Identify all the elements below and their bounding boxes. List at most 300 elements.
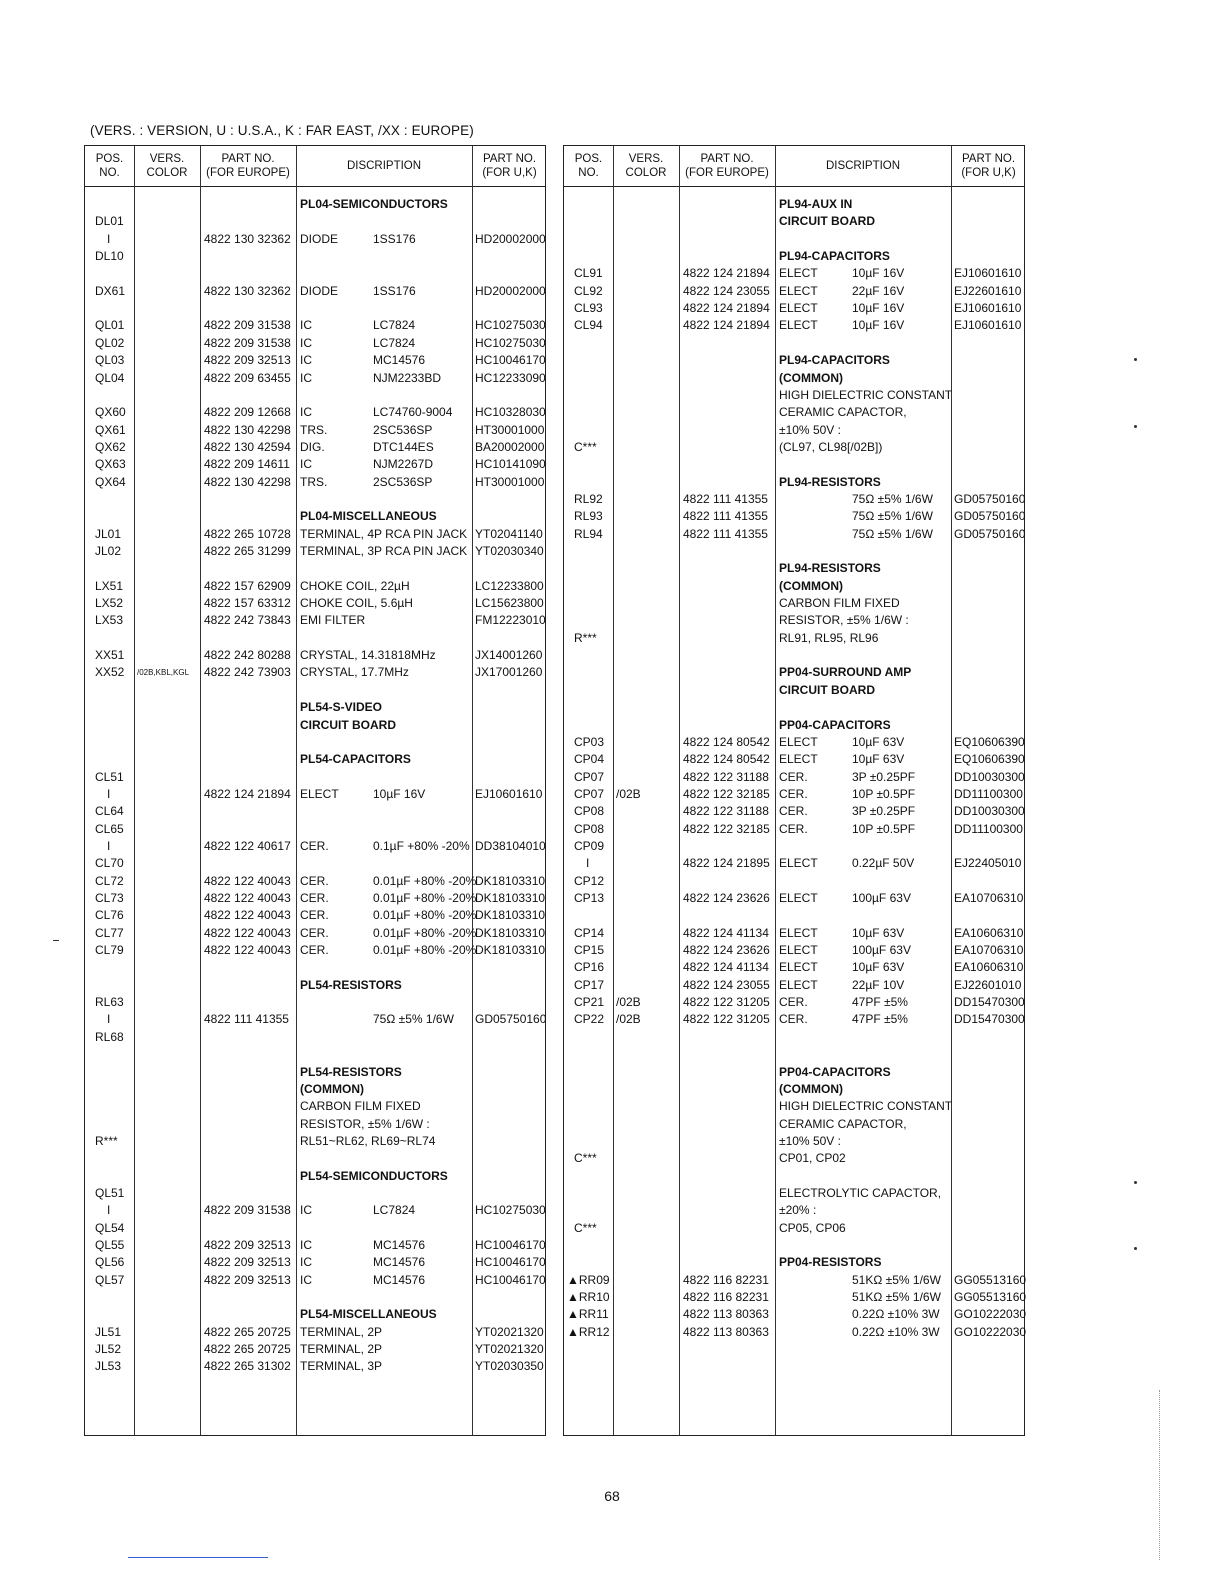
column-divider bbox=[775, 146, 776, 1435]
description: ELECT bbox=[779, 891, 818, 905]
description: ELECTROLYTIC CAPACTOR, bbox=[779, 1185, 942, 1200]
part-no-europe: 4822 209 32513 bbox=[204, 1272, 291, 1287]
part-no-europe: 4822 122 31188 bbox=[683, 769, 769, 784]
description: CER. bbox=[779, 769, 808, 784]
spec-value: 10µF 63V bbox=[852, 752, 905, 767]
pos-no: ▲RR11 bbox=[567, 1307, 609, 1322]
part-no-europe: 4822 122 40043 bbox=[204, 925, 291, 940]
spec-value: 100µF 63V bbox=[852, 943, 911, 958]
part-no-uk: HC10141090 bbox=[475, 457, 546, 472]
pos-no: RL68 bbox=[95, 1029, 124, 1044]
spec-value: 3P ±0.25PF bbox=[852, 769, 916, 784]
pos-no: CL91 bbox=[574, 266, 603, 281]
part-no-europe: 4822 124 23055 bbox=[683, 977, 770, 992]
spec-value: 0.01µF +80% -20% bbox=[373, 908, 477, 923]
part-no-uk: DK18103310 bbox=[475, 908, 546, 923]
parts-table-left bbox=[84, 145, 546, 1436]
pos-no: QX64 bbox=[95, 474, 126, 489]
spec-value: 10µF 16V bbox=[852, 301, 905, 316]
description: CER. bbox=[300, 891, 329, 905]
part-no-europe: 4822 130 42594 bbox=[204, 439, 291, 454]
header-vers-line: VERS. bbox=[149, 153, 185, 165]
header-desc-line: DISCRIPTION bbox=[346, 160, 422, 172]
description: ELECT bbox=[300, 786, 339, 801]
spec-value: NJM2267D bbox=[373, 457, 434, 472]
part-no-europe: 4822 157 62909 bbox=[204, 578, 291, 593]
description: CER. bbox=[300, 873, 329, 888]
part-no-uk: YT02030340 bbox=[475, 544, 544, 558]
spec-value: 22µF 16V bbox=[852, 283, 905, 298]
description: IC bbox=[300, 318, 312, 333]
description: CARBON FILM FIXED bbox=[779, 596, 900, 611]
section-heading: PL94-CAPACITORS bbox=[779, 249, 890, 264]
part-no-europe: 4822 122 32185 bbox=[683, 786, 770, 801]
spec-value: 47PF ±5% bbox=[852, 1012, 908, 1027]
pos-no: JL53 bbox=[95, 1359, 122, 1374]
part-no-europe: 4822 265 10728 bbox=[204, 526, 291, 541]
part-no-uk: DD11100300 bbox=[954, 821, 1023, 836]
part-no-uk: BA20002000 bbox=[475, 439, 545, 454]
part-no-uk: DK18103310 bbox=[475, 891, 546, 905]
part-no-europe: 4822 124 80542 bbox=[683, 752, 770, 767]
description: ELECT bbox=[779, 856, 818, 871]
section-heading: PL54-RESISTORS bbox=[300, 1064, 402, 1079]
header-vers bbox=[613, 146, 679, 186]
pos-no: CP07 bbox=[574, 769, 605, 784]
part-no-europe: 4822 209 63455 bbox=[204, 370, 291, 385]
section-heading: PL54-MISCELLANEOUS bbox=[300, 1307, 437, 1322]
spec-value: 10µF 63V bbox=[852, 925, 905, 940]
pos-no: CP08 bbox=[574, 821, 605, 836]
header-pos bbox=[85, 146, 134, 186]
part-no-europe: 4822 124 21894 bbox=[683, 318, 770, 333]
part-no-europe: 4822 124 21894 bbox=[204, 786, 291, 801]
part-no-europe: 4822 122 40043 bbox=[204, 873, 291, 888]
spec-value: 51KΩ ±5% 1/6W bbox=[852, 1290, 941, 1305]
pos-no: CP15 bbox=[574, 943, 605, 958]
pos-no: QL01 bbox=[95, 318, 125, 333]
header-partuk-line: PART NO. bbox=[961, 153, 1016, 165]
section-heading: PL54-SEMICONDUCTORS bbox=[300, 1168, 448, 1183]
description: CER. bbox=[779, 804, 808, 819]
description: DIG. bbox=[300, 439, 325, 454]
header-partuk-line: (FOR U,K) bbox=[961, 167, 1016, 179]
part-no-uk: FM12223010 bbox=[475, 613, 546, 628]
part-no-uk: HC10046170 bbox=[475, 353, 546, 368]
section-heading: PP04-CAPACITORS bbox=[779, 1064, 891, 1079]
section-heading: PL94-RESISTORS bbox=[779, 561, 881, 576]
part-no-uk: YT02041140 bbox=[475, 526, 543, 541]
description: IC bbox=[300, 405, 312, 420]
column-divider bbox=[951, 146, 952, 1435]
pos-no: CP14 bbox=[574, 925, 605, 940]
part-no-uk: HC10046170 bbox=[475, 1272, 546, 1287]
description: RESISTOR, ±5% 1/6W : bbox=[300, 1116, 430, 1131]
description: TERMINAL, 4P RCA PIN JACK bbox=[300, 526, 468, 541]
part-no-uk: DK18103310 bbox=[475, 925, 546, 940]
spec-value: LC74760-9004 bbox=[373, 405, 453, 420]
description: IC bbox=[300, 353, 312, 368]
table-header bbox=[564, 146, 1024, 187]
pos-no: CP07 bbox=[574, 786, 605, 801]
part-no-uk: GG05513160 bbox=[954, 1272, 1027, 1287]
pos-no: CL72 bbox=[95, 873, 124, 888]
part-no-europe: 4822 265 20725 bbox=[204, 1342, 291, 1357]
part-no-europe: 4822 122 31205 bbox=[683, 995, 770, 1010]
pos-no: QL04 bbox=[95, 370, 125, 385]
pos-no: C*** bbox=[574, 1220, 597, 1235]
section-heading: PL54-RESISTORS bbox=[300, 977, 402, 992]
spec-value: 2SC536SP bbox=[373, 422, 433, 437]
description: CARBON FILM FIXED bbox=[300, 1099, 421, 1114]
spec-value: 75Ω ±5% 1/6W bbox=[852, 509, 933, 524]
spec-value: 100µF 63V bbox=[852, 891, 911, 905]
part-no-europe: 4822 209 31538 bbox=[204, 335, 291, 350]
part-no-europe: 4822 242 80288 bbox=[204, 648, 291, 663]
scan-dot bbox=[1134, 1247, 1137, 1250]
pos-no: QL54 bbox=[95, 1220, 125, 1235]
part-no-uk: GD05750160 bbox=[954, 491, 1026, 506]
section-heading: PL04-MISCELLANEOUS bbox=[300, 509, 437, 524]
description: CHOKE COIL, 5.6µH bbox=[300, 596, 413, 611]
pos-no: JL02 bbox=[95, 544, 122, 558]
pos-no: RL94 bbox=[574, 526, 603, 541]
part-no-europe: 4822 124 23626 bbox=[683, 943, 770, 958]
scan-margin-line bbox=[1159, 1390, 1160, 1560]
description: ±10% 50V : bbox=[779, 422, 841, 437]
description: CER. bbox=[300, 908, 329, 923]
part-no-uk: DD10030300 bbox=[954, 804, 1025, 819]
pos-no: CL65 bbox=[95, 821, 124, 836]
part-no-uk: YT02021320 bbox=[475, 1342, 544, 1357]
pos-no: I bbox=[107, 1012, 111, 1027]
part-no-europe: 4822 124 23055 bbox=[683, 283, 770, 298]
pos-no: QX62 bbox=[95, 439, 126, 454]
part-no-europe: 4822 209 32513 bbox=[204, 353, 291, 368]
description: CRYSTAL, 14.31818MHz bbox=[300, 648, 436, 663]
description: TRS. bbox=[300, 422, 328, 437]
description: CRYSTAL, 17.7MHz bbox=[300, 665, 409, 680]
part-no-uk: EJ22405010 bbox=[954, 856, 1022, 871]
description: CER. bbox=[300, 838, 329, 853]
pos-no: LX52 bbox=[95, 596, 124, 611]
header-pos-line: NO. bbox=[99, 167, 120, 179]
description: ±20% : bbox=[779, 1203, 817, 1218]
pos-no: CP22 bbox=[574, 1012, 605, 1027]
header-partuk bbox=[951, 146, 1026, 186]
pos-no: C*** bbox=[574, 439, 597, 454]
part-no-uk: HC10328030 bbox=[475, 405, 546, 420]
header-vers-line: VERS. bbox=[628, 153, 664, 165]
description: EMI FILTER bbox=[300, 613, 366, 628]
pos-no: JL01 bbox=[95, 526, 122, 541]
pos-no: XX51 bbox=[95, 648, 125, 663]
spec-value: 10µF 16V bbox=[373, 786, 426, 801]
part-no-uk: DD15470300 bbox=[954, 995, 1025, 1010]
pos-no: CP17 bbox=[574, 977, 605, 992]
spec-value: 0.01µF +80% -20% bbox=[373, 943, 477, 958]
part-no-uk: EA10706310 bbox=[954, 891, 1024, 905]
part-no-uk: GD05750160 bbox=[954, 526, 1026, 541]
spec-value: 10P ±0.5PF bbox=[852, 821, 916, 836]
page-number: 68 bbox=[604, 1488, 620, 1504]
description: RESISTOR, ±5% 1/6W : bbox=[779, 613, 909, 628]
part-no-uk: DK18103310 bbox=[475, 943, 546, 958]
column-divider bbox=[200, 146, 201, 1435]
vers-color: /02B bbox=[616, 995, 641, 1010]
spec-value: 0.22Ω ±10% 3W bbox=[852, 1307, 940, 1322]
pos-no: QL56 bbox=[95, 1255, 125, 1270]
description: TERMINAL, 2P bbox=[300, 1342, 383, 1357]
pos-no: QL55 bbox=[95, 1238, 125, 1252]
scan-dot bbox=[1134, 358, 1137, 361]
spec-value: 10µF 63V bbox=[852, 734, 905, 749]
pos-no: CP16 bbox=[574, 960, 605, 975]
part-no-uk: EJ10601610 bbox=[475, 786, 543, 801]
table-header bbox=[85, 146, 545, 187]
description: TERMINAL, 2P bbox=[300, 1324, 383, 1339]
pos-no: CL93 bbox=[574, 301, 603, 316]
part-no-uk: EJ10601610 bbox=[954, 266, 1022, 281]
description: ELECT bbox=[779, 752, 818, 767]
spec-value: 0.22Ω ±10% 3W bbox=[852, 1324, 940, 1339]
part-no-uk: EA10706310 bbox=[954, 943, 1024, 958]
part-no-europe: 4822 157 63312 bbox=[204, 596, 291, 611]
part-no-europe: 4822 209 32513 bbox=[204, 1238, 291, 1252]
description: HIGH DIELECTRIC CONSTANT bbox=[779, 1099, 953, 1114]
header-desc-line: DISCRIPTION bbox=[825, 160, 901, 172]
spec-value: 2SC536SP bbox=[373, 474, 433, 489]
spec-value: 10µF 63V bbox=[852, 960, 905, 975]
pos-no: ▲RR09 bbox=[567, 1272, 610, 1287]
description: IC bbox=[300, 1238, 312, 1252]
description: ELECT bbox=[779, 318, 818, 333]
pos-no: QL02 bbox=[95, 335, 125, 350]
parts-table-right bbox=[563, 145, 1025, 1436]
description: ELECT bbox=[779, 960, 818, 975]
spec-value: 3P ±0.25PF bbox=[852, 804, 916, 819]
description: IC bbox=[300, 1203, 312, 1218]
part-no-uk: EQ10606390 bbox=[954, 734, 1025, 749]
spec-value: LC7824 bbox=[373, 318, 416, 333]
part-no-uk: LC15623800 bbox=[475, 596, 544, 611]
part-no-uk: EJ10601610 bbox=[954, 301, 1022, 316]
section-heading: CIRCUIT BOARD bbox=[779, 682, 875, 697]
pos-no: QX63 bbox=[95, 457, 126, 472]
part-no-europe: 4822 242 73903 bbox=[204, 665, 291, 680]
part-no-europe: 4822 111 41355 bbox=[683, 491, 768, 506]
part-no-europe: 4822 209 31538 bbox=[204, 318, 291, 333]
header-pos bbox=[564, 146, 613, 186]
column-divider bbox=[679, 146, 680, 1435]
spec-value: 0.01µF +80% -20% bbox=[373, 891, 477, 905]
description: ELECT bbox=[779, 283, 818, 298]
spec-value: MC14576 bbox=[373, 1255, 426, 1270]
header-part-line: (FOR EUROPE) bbox=[685, 167, 769, 179]
description: HIGH DIELECTRIC CONSTANT bbox=[779, 387, 953, 402]
description: ELECT bbox=[779, 925, 818, 940]
part-no-uk: HD20002000 bbox=[475, 231, 546, 246]
pos-no: CL79 bbox=[95, 943, 124, 958]
pos-no: CL51 bbox=[95, 769, 124, 784]
pos-no: RL92 bbox=[574, 491, 603, 506]
pos-no: CL77 bbox=[95, 925, 124, 940]
part-no-europe: 4822 124 21895 bbox=[683, 856, 770, 871]
spec-value: 75Ω ±5% 1/6W bbox=[852, 526, 933, 541]
description: ELECT bbox=[779, 943, 818, 958]
part-no-europe: 4822 130 32362 bbox=[204, 283, 291, 298]
header-pos-line: POS. bbox=[574, 153, 603, 165]
pos-no: JL52 bbox=[95, 1342, 122, 1357]
part-no-uk: HT30001000 bbox=[475, 422, 545, 437]
pos-no: CP04 bbox=[574, 752, 605, 767]
spec-value: MC14576 bbox=[373, 1238, 426, 1252]
part-no-europe: 4822 113 80363 bbox=[683, 1307, 769, 1322]
part-no-europe: 4822 209 14611 bbox=[204, 457, 290, 472]
part-no-uk: EA10606310 bbox=[954, 960, 1024, 975]
pos-no: LX53 bbox=[95, 613, 124, 628]
part-no-uk: HC10275030 bbox=[475, 318, 546, 333]
header-part-line: PART NO. bbox=[221, 153, 275, 165]
part-no-europe: 4822 122 40043 bbox=[204, 943, 291, 958]
footer-link-line bbox=[128, 1557, 268, 1558]
part-no-europe: 4822 122 40617 bbox=[204, 838, 291, 853]
description: CERAMIC CAPACTOR, bbox=[779, 1116, 907, 1131]
spec-value: 1SS176 bbox=[373, 283, 416, 298]
pos-no: RL63 bbox=[95, 995, 124, 1010]
vers-color: /02B,KBL,KGL bbox=[137, 668, 190, 678]
part-no-europe: 4822 209 32513 bbox=[204, 1255, 291, 1270]
pos-no: R*** bbox=[574, 630, 597, 645]
description: IC bbox=[300, 370, 312, 385]
description: CER. bbox=[779, 786, 808, 801]
pos-no: CP08 bbox=[574, 804, 605, 819]
section-heading: PP04-RESISTORS bbox=[779, 1255, 882, 1270]
header-pos-line: POS. bbox=[95, 153, 124, 165]
description: CERAMIC CAPACTOR, bbox=[779, 405, 907, 420]
description: ±10% 50V : bbox=[779, 1133, 841, 1148]
pos-no: QL51 bbox=[95, 1185, 125, 1200]
spec-value: 51KΩ ±5% 1/6W bbox=[852, 1272, 941, 1287]
description: CP01, CP02 bbox=[779, 1151, 846, 1166]
part-no-uk: DK18103310 bbox=[475, 873, 546, 888]
column-divider bbox=[134, 146, 135, 1435]
header-pos-line: NO. bbox=[578, 167, 599, 179]
part-no-uk: DD11100300 bbox=[954, 786, 1023, 801]
part-no-europe: 4822 122 40043 bbox=[204, 891, 291, 905]
part-no-europe: 4822 124 23626 bbox=[683, 891, 770, 905]
spec-value: 0.22µF 50V bbox=[852, 856, 915, 871]
scan-dash bbox=[53, 940, 59, 941]
header-part-line: PART NO. bbox=[700, 153, 754, 165]
section-heading: CIRCUIT BOARD bbox=[300, 717, 396, 732]
spec-value: 47PF ±5% bbox=[852, 995, 908, 1010]
part-no-europe: 4822 265 31299 bbox=[204, 544, 291, 558]
pos-no: DX61 bbox=[95, 283, 126, 298]
description: IC bbox=[300, 335, 312, 350]
spec-value: 0.01µF +80% -20% bbox=[373, 873, 477, 888]
part-no-europe: 4822 265 20725 bbox=[204, 1324, 291, 1339]
pos-no: CL76 bbox=[95, 908, 124, 923]
spec-value: 75Ω ±5% 1/6W bbox=[852, 491, 933, 506]
part-no-uk: GO10222030 bbox=[954, 1307, 1027, 1322]
header-partuk-line: (FOR U,K) bbox=[482, 167, 537, 179]
part-no-uk: EA10606310 bbox=[954, 925, 1024, 940]
section-heading: CIRCUIT BOARD bbox=[779, 214, 875, 229]
part-no-europe: 4822 122 31205 bbox=[683, 1012, 770, 1027]
vers-color: /02B bbox=[616, 1012, 641, 1027]
pos-no: XX52 bbox=[95, 665, 125, 680]
header-part-line: (FOR EUROPE) bbox=[206, 167, 290, 179]
pos-no: ▲RR12 bbox=[567, 1324, 610, 1339]
part-no-uk: HD20002000 bbox=[475, 283, 546, 298]
part-no-europe: 4822 124 41134 bbox=[683, 960, 769, 975]
section-heading: PL04-SEMICONDUCTORS bbox=[300, 197, 448, 211]
part-no-europe: 4822 265 31302 bbox=[204, 1359, 291, 1374]
section-heading: (COMMON) bbox=[779, 578, 843, 593]
pos-no: R*** bbox=[95, 1133, 118, 1148]
part-no-europe: 4822 130 32362 bbox=[204, 231, 291, 246]
part-no-europe: 4822 124 21894 bbox=[683, 266, 770, 281]
section-heading: (COMMON) bbox=[300, 1081, 364, 1096]
pos-no: CP03 bbox=[574, 734, 605, 749]
pos-no: I bbox=[107, 838, 111, 853]
part-no-europe: 4822 122 32185 bbox=[683, 821, 770, 836]
pos-no: RL93 bbox=[574, 509, 603, 524]
description: RL51~RL62, RL69~RL74 bbox=[300, 1133, 436, 1148]
part-no-europe: 4822 130 42298 bbox=[204, 474, 291, 489]
column-divider bbox=[296, 146, 297, 1435]
description: DIODE bbox=[300, 283, 339, 298]
pos-no: CP21 bbox=[574, 995, 605, 1010]
spec-value: 0.1µF +80% -20% bbox=[373, 838, 470, 853]
pos-no: LX51 bbox=[95, 578, 124, 593]
spec-value: 10µF 16V bbox=[852, 266, 905, 281]
pos-no: I bbox=[107, 1203, 111, 1218]
description: (CL97, CL98[/02B]) bbox=[779, 439, 883, 454]
description: TERMINAL, 3P RCA PIN JACK bbox=[300, 544, 468, 558]
description: IC bbox=[300, 457, 312, 472]
part-no-uk: EJ22601610 bbox=[954, 283, 1022, 298]
part-no-uk: JX17001260 bbox=[475, 665, 543, 680]
header-part bbox=[200, 146, 296, 186]
part-no-europe: 4822 209 12668 bbox=[204, 405, 291, 420]
spec-value: 0.01µF +80% -20% bbox=[373, 925, 477, 940]
spec-value: 10µF 16V bbox=[852, 318, 905, 333]
description: IC bbox=[300, 1272, 312, 1287]
part-no-uk: HC10046170 bbox=[475, 1255, 546, 1270]
header-vers-line: COLOR bbox=[146, 167, 188, 179]
section-heading: PL54-CAPACITORS bbox=[300, 752, 411, 767]
header-vers-line: COLOR bbox=[625, 167, 667, 179]
pos-no: JL51 bbox=[95, 1324, 122, 1339]
part-no-uk: EJ22601010 bbox=[954, 977, 1022, 992]
section-heading: PL54-S-VIDEO bbox=[300, 700, 383, 715]
part-no-europe: 4822 122 31188 bbox=[683, 804, 769, 819]
description: ELECT bbox=[779, 734, 818, 749]
header-partuk-line: PART NO. bbox=[482, 153, 537, 165]
part-no-uk: GD05750160 bbox=[475, 1012, 547, 1027]
pos-no: QL03 bbox=[95, 353, 125, 368]
description: CER. bbox=[779, 1012, 808, 1027]
part-no-uk: EJ10601610 bbox=[954, 318, 1022, 333]
header-vers bbox=[134, 146, 200, 186]
scan-dot bbox=[1134, 1181, 1137, 1184]
spec-value: LC7824 bbox=[373, 1203, 416, 1218]
description: ELECT bbox=[779, 301, 818, 316]
pos-no: CL94 bbox=[574, 318, 603, 333]
pos-no: QX61 bbox=[95, 422, 126, 437]
